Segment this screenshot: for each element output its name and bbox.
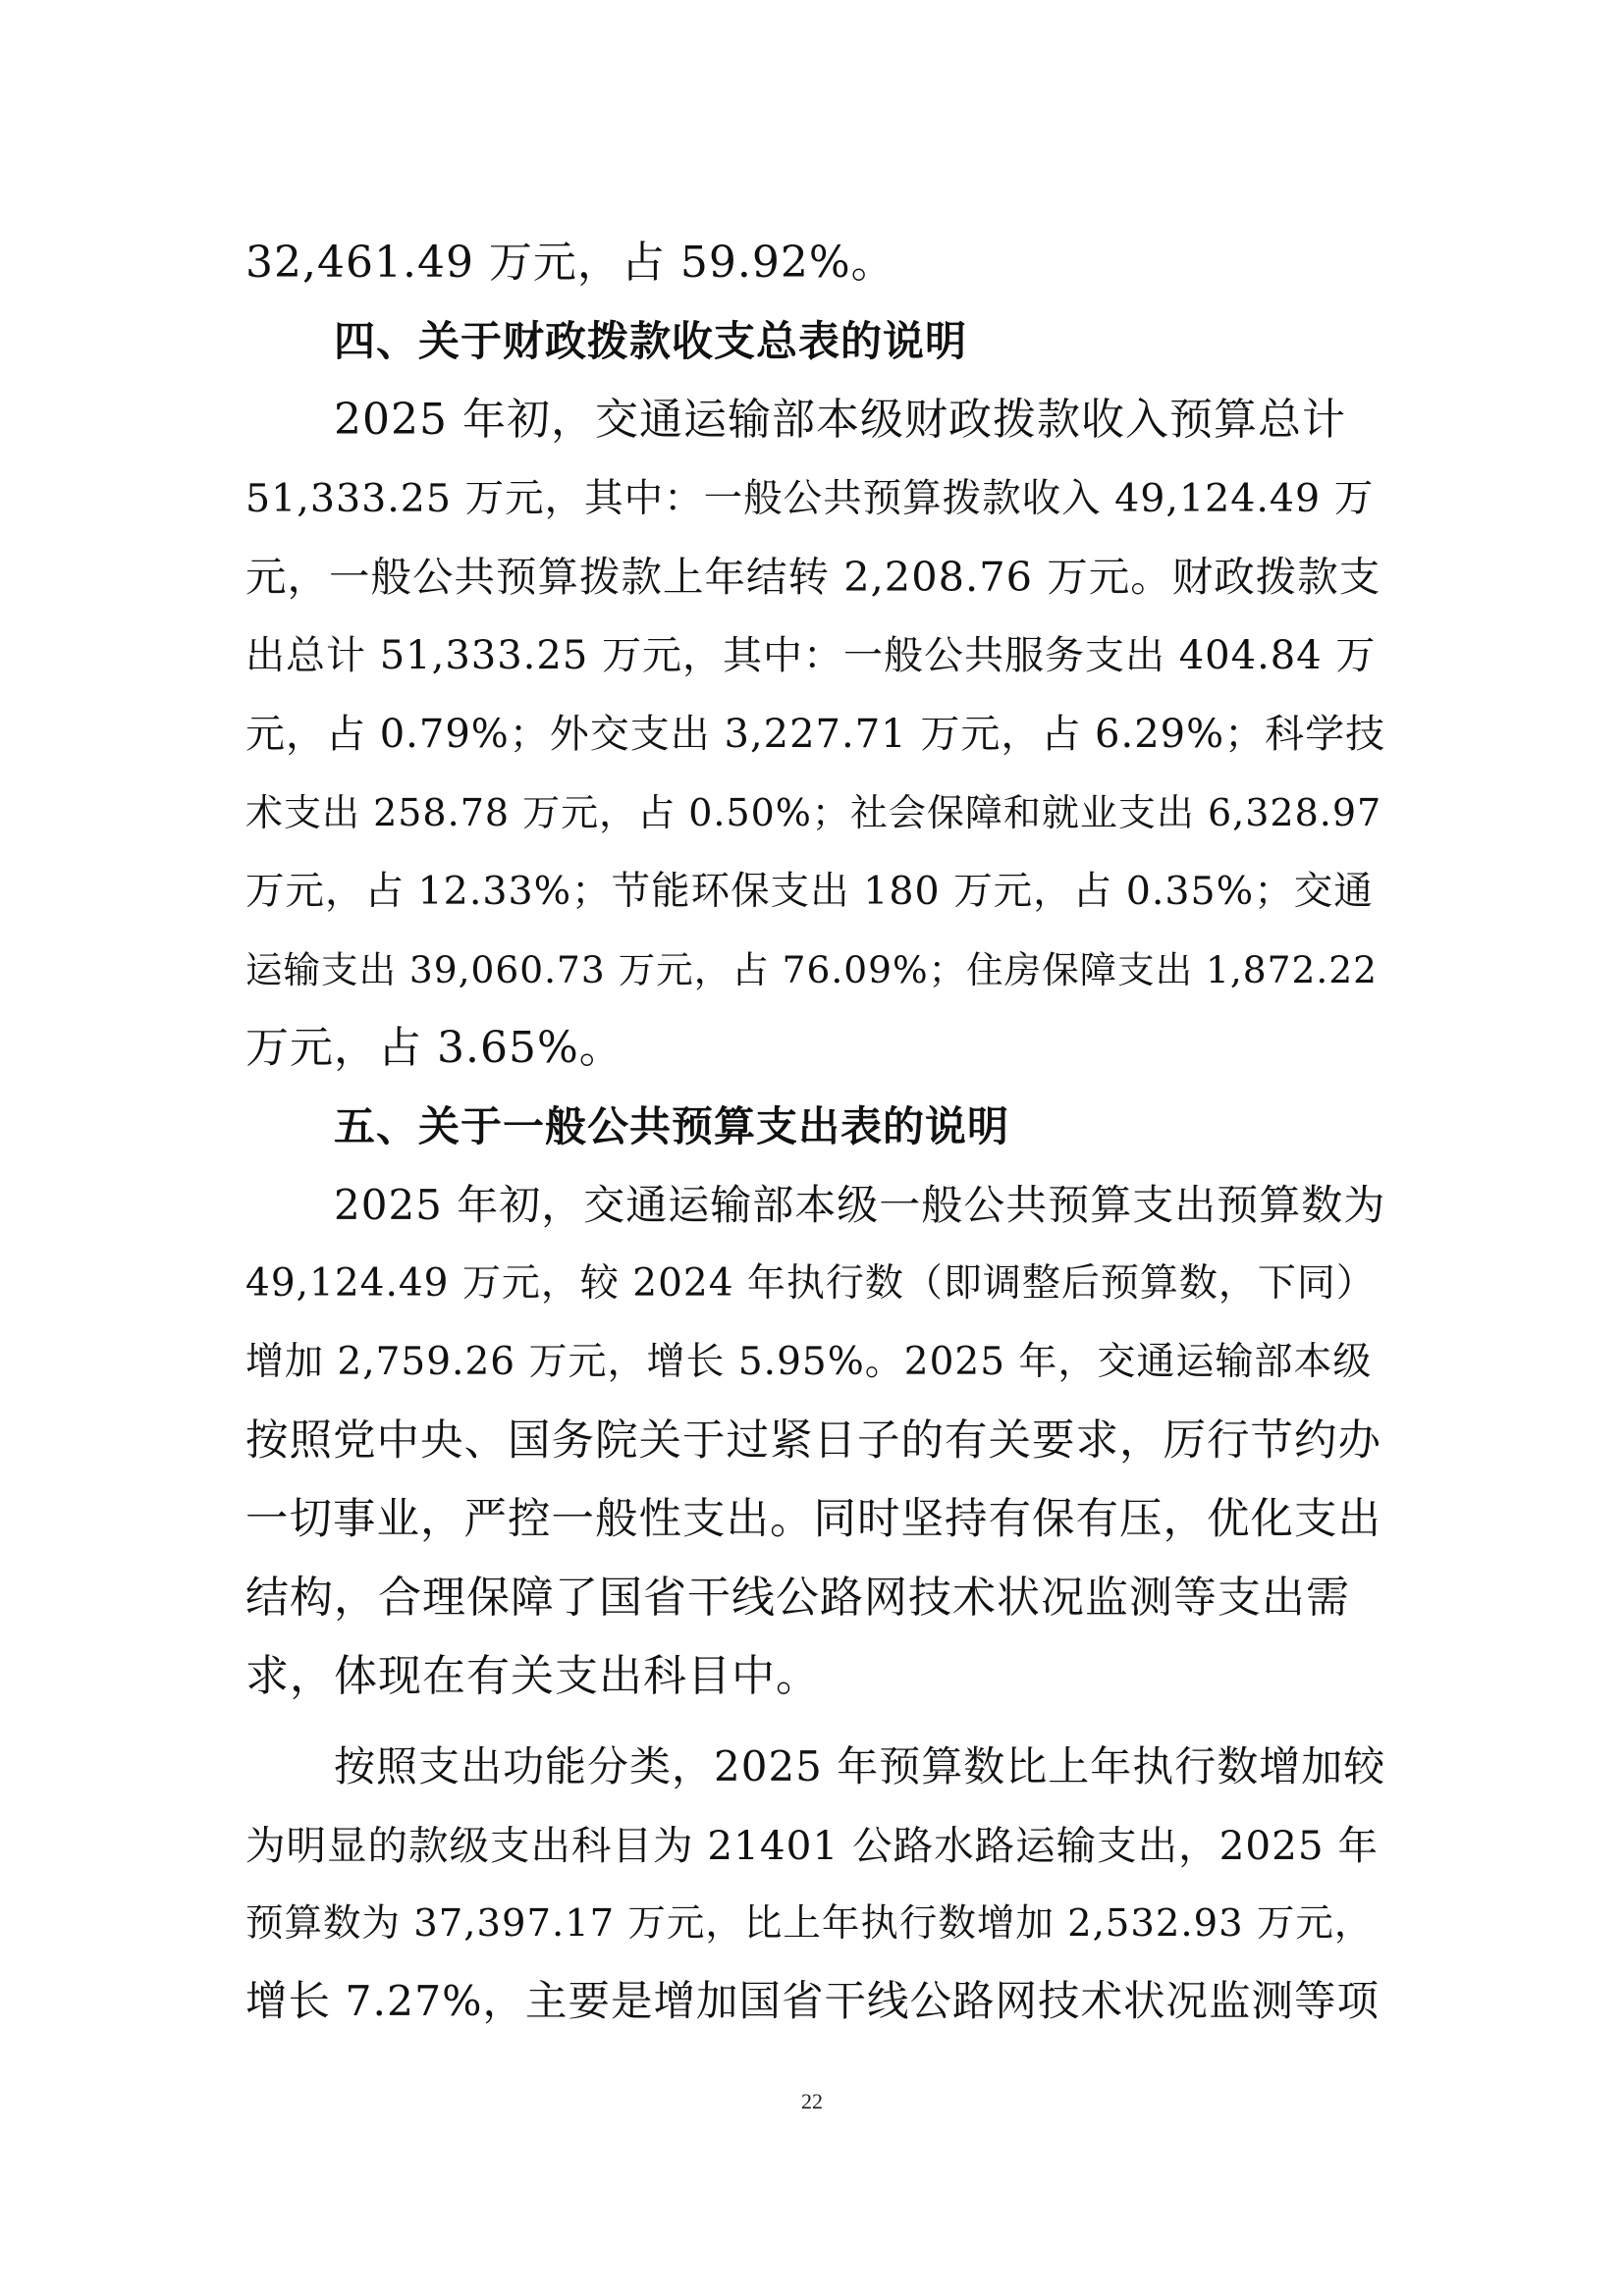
paragraph-line: 按照支出功能分类，2025 年预算数比上年执行数增加较 bbox=[334, 1742, 1386, 1790]
paragraph-line: 增长 7.27%，主要是增加国省干线公路网技术状况监测等项 bbox=[245, 1978, 1380, 2026]
page-number: 22 bbox=[801, 2089, 823, 2113]
paragraph-line: 结构，合理保障了国省干线公路网技术状况监测等支出需 bbox=[245, 1573, 1350, 1623]
paragraph-line: 32,461.49 万元，占 59.92%。 bbox=[245, 238, 895, 288]
paragraph-line: 元，占 0.79%；外交支出 3,227.71 万元，占 6.29%；科学技 bbox=[245, 712, 1386, 757]
paragraph-line: 元，一般公共预算拨款上年结转 2,208.76 万元。财政拨款支 bbox=[245, 553, 1381, 601]
paragraph-line: 为明显的款级支出科目为 21401 公路水路运输支出，2025 年 bbox=[245, 1822, 1380, 1869]
paragraph-line: 51,333.25 万元，其中：一般公共预算拨款收入 49,124.49 万 bbox=[245, 476, 1375, 521]
paragraph-line: 运输支出 39,060.73 万元，占 76.09%；住房保障支出 1,872.22 bbox=[245, 948, 1379, 991]
document-page bbox=[245, 0, 1384, 2296]
paragraph-line: 术支出 258.78 万元，占 0.50%；社会保障和就业支出 6,328.97 bbox=[245, 791, 1382, 834]
paragraph-line: 2025 年初，交通运输部本级一般公共预算支出预算数为 bbox=[334, 1181, 1386, 1229]
paragraph-line: 预算数为 37,397.17 万元，比上年执行数增加 2,532.93 万元， bbox=[245, 1901, 1374, 1946]
paragraph-line: 万元，占 12.33%；节能环保支出 180 万元，占 0.35%；交通 bbox=[245, 869, 1374, 914]
paragraph-line: 求，体现在有关支出科目中。 bbox=[245, 1651, 820, 1701]
paragraph-line: 49,124.49 万元，较 2024 年执行数（即调整后预算数，下同） bbox=[245, 1261, 1376, 1306]
paragraph-line: 按照党中央、国务院关于过紧日子的有关要求，厉行节约办 bbox=[245, 1416, 1381, 1466]
section-heading: 四、关于财政拨款收支总表的说明 bbox=[334, 317, 968, 365]
section-heading: 五、关于一般公共预算支出表的说明 bbox=[334, 1102, 1010, 1150]
paragraph-line: 万元，占 3.65%。 bbox=[245, 1023, 623, 1073]
paragraph-line: 一切事业，严控一般性支出。同时坚持有保有压，优化支出 bbox=[245, 1495, 1381, 1544]
paragraph-line: 增加 2,759.26 万元，增长 5.95%。2025 年，交通运输部本级 bbox=[245, 1340, 1373, 1384]
paragraph-line: 2025 年初，交通运输部本级财政拨款收入预算总计 bbox=[334, 395, 1346, 445]
paragraph-line: 出总计 51,333.25 万元，其中：一般公共服务支出 404.84 万 bbox=[245, 633, 1377, 678]
